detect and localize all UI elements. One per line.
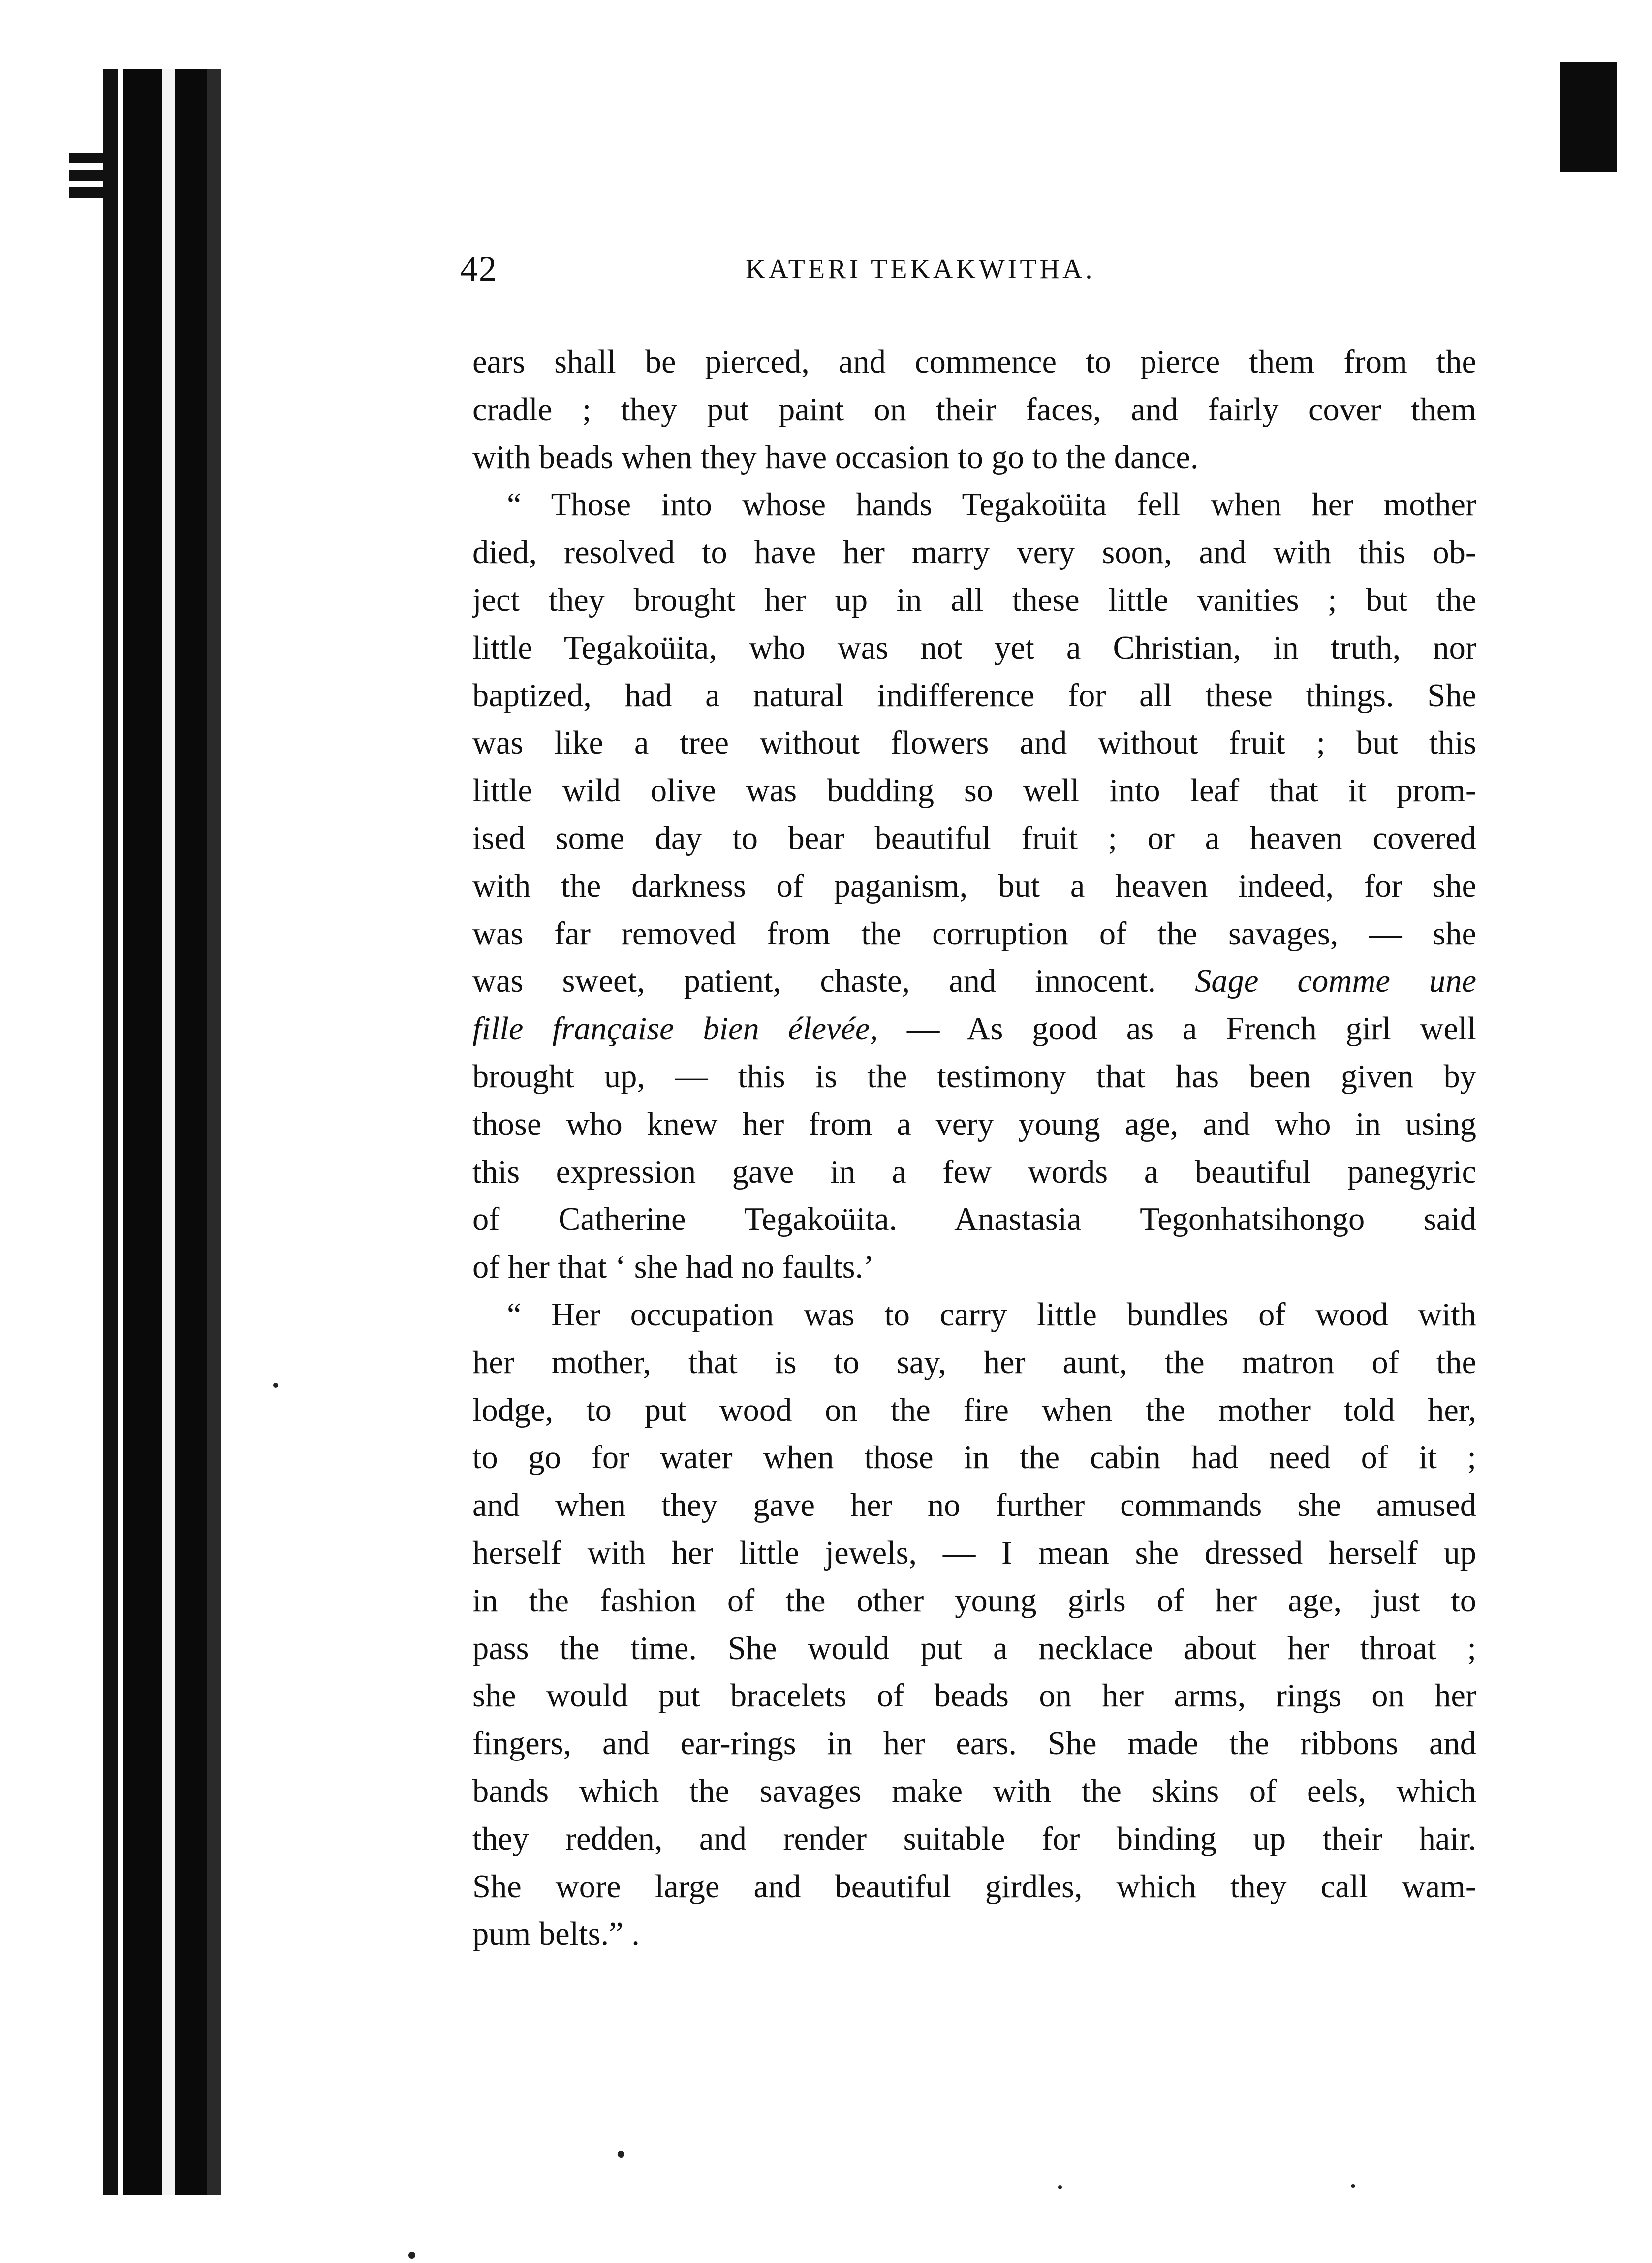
text-line: of her that ‘ she had no faults.’ [472,1249,874,1286]
gutter-mark [69,170,103,181]
scan-speck [1058,2185,1062,2189]
text-span: — As good as a French girl well [906,1011,1476,1047]
body-text [472,339,1476,1958]
text-line: she would put bracelets of beads on her arms, rings on her [472,1678,1476,1714]
italic-text: fille française bien élevée, [472,1011,878,1047]
text-line: little Tegakoüita, who was not yet a Christian, in truth, nor [472,629,1476,666]
text-line: was far removed from the corruption of the savages, — she [472,915,1476,952]
scan-corner-block [1560,62,1617,172]
text-line: baptized, had a natural indifference for all these things. She [472,677,1476,714]
text-line: with beads when they have occasion to go to the dance. [472,439,1199,475]
text-line: ised some day to bear beautiful fruit ; or a heaven covered [472,820,1476,856]
scan-speck [273,1383,278,1388]
text-line: in the fashion of the other young girls of her age, just to [472,1582,1476,1619]
text-line: her mother, that is to say, her aunt, the matron of the [472,1344,1476,1381]
scan-speck [408,2252,415,2259]
text-line: pum belts.” . [472,1916,640,1952]
text-line-mixed [472,958,1476,1006]
gutter-mark [69,153,103,163]
text-line: with the darkness of paganism, but a heaven indeed, for she [472,868,1476,904]
text-line: ject they brought her up in all these little vanities ; but the [472,582,1476,618]
text-line: “ Those into whose hands Tegakoüita fell when her mother [507,487,1476,523]
gutter-mark [69,187,103,198]
binding-gutter [74,69,236,2195]
scan-speck [618,2151,624,2158]
text-line: of Catherine Tegakoüita. Anastasia Tegonhatsihongo said [472,1201,1476,1238]
text-line: pass the time. She would put a necklace about her throat ; [472,1630,1476,1666]
text-line: bands which the savages make with the skins of eels, which [472,1773,1476,1809]
running-head: KATERI TEKAKWITHA. [746,254,1095,284]
text-line: little wild olive was budding so well into leaf that it prom- [472,773,1476,809]
text-line-mixed [472,1006,1476,1053]
text-line: cradle ; they put paint on their faces, and fairly cover them [472,391,1476,428]
text-line: was like a tree without flowers and without fruit ; but this [472,725,1476,761]
text-line: lodge, to put wood on the fire when the mother told her, [472,1392,1476,1428]
text-line: those who knew her from a very young age, and who in using [472,1106,1476,1142]
page-number: 42 [460,249,498,288]
text-line: ears shall be pierced, and commence to pierce them from the [472,344,1476,380]
text-line: She wore large and beautiful girdles, which they call wam- [472,1868,1476,1905]
text-line: died, resolved to have her marry very soon, and with this ob- [472,534,1476,571]
text-line: “ Her occupation was to carry little bundles of wood with [507,1296,1476,1333]
text-line: this expression gave in a few words a beautiful panegyric [472,1154,1476,1190]
text-line: herself with her little jewels, — I mean she dressed herself up [472,1535,1476,1571]
text-line: and when they gave her no further commands she amused [472,1487,1476,1524]
scan-speck [1351,2184,1355,2188]
text-span: was sweet, patient, chaste, and innocent. [472,963,1156,1000]
text-line: brought up, — this is the testimony that has been given by [472,1058,1476,1095]
italic-text: Sage comme une [1195,963,1476,1000]
page-header [460,249,1484,298]
text-line: they redden, and render suitable for binding up their hair. [472,1821,1476,1857]
text-line: to go for water when those in the cabin had need of it ; [472,1440,1476,1476]
text-line: fingers, and ear-rings in her ears. She made the ribbons and [472,1726,1476,1762]
